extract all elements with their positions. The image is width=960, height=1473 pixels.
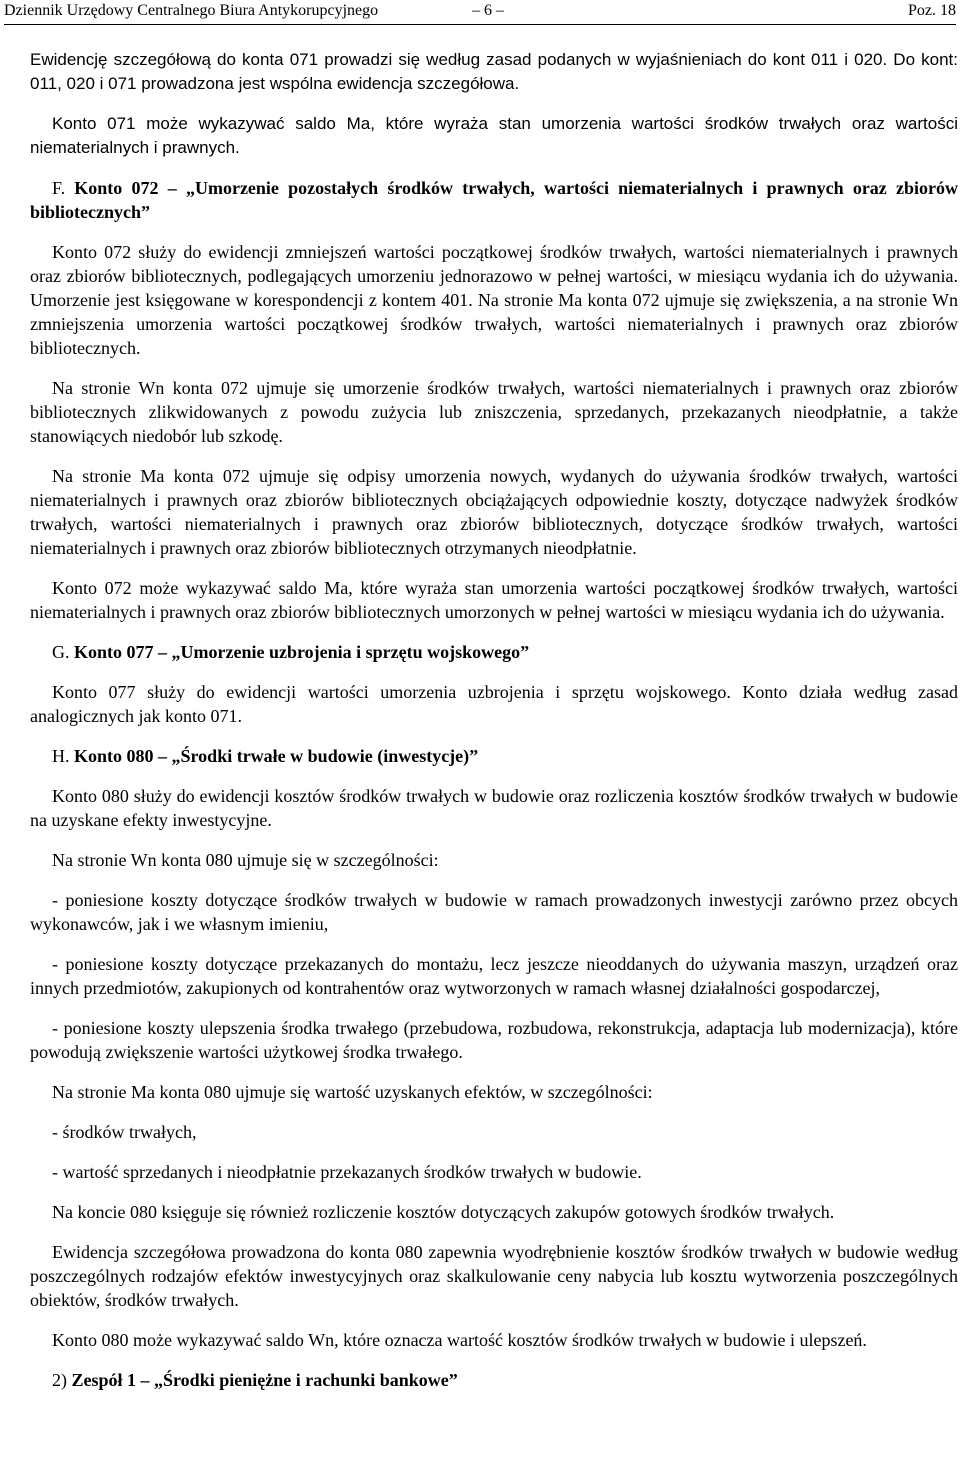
section-title: Zespół 1 – „Środki pieniężne i rachunki bankowe”: [71, 1370, 458, 1390]
page-header: [4, 0, 956, 25]
paragraph: Konto 072 służy do ewidencji zmniejszeń wartości początkowej środków trwałych, wartości niematerialnych i prawnych oraz zbiorów bibliotecznych, podlegających umorzeniu jednorazowo w pełnej wartości, w miesiącu wydania ich do używania. Umorzenie jest księgowane w korespondencji z kontem 401. Na stronie Ma konta 072 ujmuje się zwiększenia, a na stronie Wn zmniejszenia umorzenia wartości początkowej środków trwałych, wartości niematerialnych i prawnych oraz zbiorów bibliotecznych.: [30, 242, 958, 358]
section-heading-g: [30, 640, 958, 664]
section-title: Konto 080 – „Środki trwałe w budowie (inwestycje)”: [74, 746, 479, 766]
position-number: Poz. 18: [908, 2, 956, 19]
list-item: - poniesione koszty dotyczące przekazanych do montażu, lecz jeszcze nieoddanych do używania maszyn, urządzeń oraz innych przedmiotów, zakupionych od kontrahentów oraz wytworzonych w ramach własnej działalności gospodarczej,: [30, 954, 958, 998]
list-item: - wartość sprzedanych i nieodpłatnie przekazanych środków trwałych w budowie.: [52, 1162, 642, 1182]
list-item: - środków trwałych,: [52, 1122, 197, 1142]
section-label: F.: [52, 178, 66, 198]
paragraph: Na stronie Wn konta 072 ujmuje się umorzenie środków trwałych, wartości niematerialnych i prawnych oraz zbiorów bibliotecznych zlikwidowanych z powodu zużycia lub zniszczenia, sprzedanych, przekazanych nieodpłatnie, a także stanowiących niedobór lub szkodę.: [30, 378, 958, 446]
section-heading-f: [30, 176, 958, 224]
paragraph: Konto 080 służy do ewidencji kosztów środków trwałych w budowie oraz rozliczenia kosztów środków trwałych w budowie na uzyskane efekty inwestycyjne.: [30, 786, 958, 830]
section-heading-2: [30, 1368, 958, 1392]
paragraph: Konto 071 może wykazywać saldo Ma, które wyraża stan umorzenia wartości środków trwałych oraz wartości niematerialnych i prawnych.: [30, 114, 958, 157]
paragraph: Na koncie 080 księguje się również rozliczenie kosztów dotyczących zakupów gotowych środków trwałych.: [52, 1202, 835, 1222]
page-number: – 6 –: [472, 2, 504, 19]
paragraph: Konto 077 służy do ewidencji wartości umorzenia uzbrojenia i sprzętu wojskowego. Konto działa według zasad analogicznych jak konto 071.: [30, 682, 958, 726]
section-heading-h: [30, 744, 958, 768]
section-label: 2): [52, 1370, 67, 1390]
list-item: - poniesione koszty ulepszenia środka trwałego (przebudowa, rozbudowa, rekonstrukcja, adaptacja lub modernizacja), które powodują zwiększenie wartości użytkowej środka trwałego.: [30, 1018, 958, 1062]
paragraph: Konto 080 może wykazywać saldo Wn, które oznacza wartość kosztów środków trwałych w budowie i ulepszeń.: [52, 1330, 867, 1350]
paragraph: Ewidencję szczegółową do konta 071 prowadzi się według zasad podanych w wyjaśnieniach do kont 011 i 020. Do kont: 011, 020 i 071 prowadzona jest wspólna ewidencja szczegółowa.: [30, 50, 958, 93]
document-body: [30, 48, 958, 1408]
list-item: - poniesione koszty dotyczące środków trwałych w budowie w ramach prowadzonych inwestycji zarówno przez obcych wykonawców, jak i we własnym imieniu,: [30, 890, 958, 934]
paragraph: Ewidencja szczegółowa prowadzona do konta 080 zapewnia wyodrębnienie kosztów środków trwałych w budowie według poszczególnych rodzajów efektów inwestycyjnych oraz skalkulowanie ceny nabycia lub kosztu wytworzenia poszczególnych obiektów, środków trwałych.: [30, 1242, 958, 1310]
section-label: H.: [52, 746, 70, 766]
section-label: G.: [52, 642, 70, 662]
section-title: Konto 077 – „Umorzenie uzbrojenia i sprzętu wojskowego”: [74, 642, 530, 662]
paragraph: Konto 072 może wykazywać saldo Ma, które wyraża stan umorzenia wartości początkowej środków trwałych, wartości niematerialnych i prawnych oraz zbiorów bibliotecznych umorzonych w pełnej wartości w miesiącu wydania ich do używania.: [30, 578, 958, 622]
paragraph: Na stronie Ma konta 072 ujmuje się odpisy umorzenia nowych, wydanych do używania środków trwałych, wartości niematerialnych i prawnych oraz zbiorów bibliotecznych obciążających odpowiednie koszty, dotyczące nadwyżek środków trwałych, wartości niematerialnych i prawnych oraz zbiorów bibliotecznych, dotyczące środków trwałych, wartości niematerialnych i prawnych oraz zbiorów bibliotecznych otrzymanych nieodpłatnie.: [30, 466, 958, 558]
journal-title: Dziennik Urzędowy Centralnego Biura Antykorupcyjnego: [4, 2, 379, 19]
section-title: Konto 072 – „Umorzenie pozostałych środków trwałych, wartości niematerialnych i prawnych oraz zbiorów bibliotecznych”: [30, 178, 958, 222]
paragraph: Na stronie Ma konta 080 ujmuje się wartość uzyskanych efektów, w szczególności:: [52, 1082, 653, 1102]
paragraph: Na stronie Wn konta 080 ujmuje się w szczególności:: [52, 850, 439, 870]
